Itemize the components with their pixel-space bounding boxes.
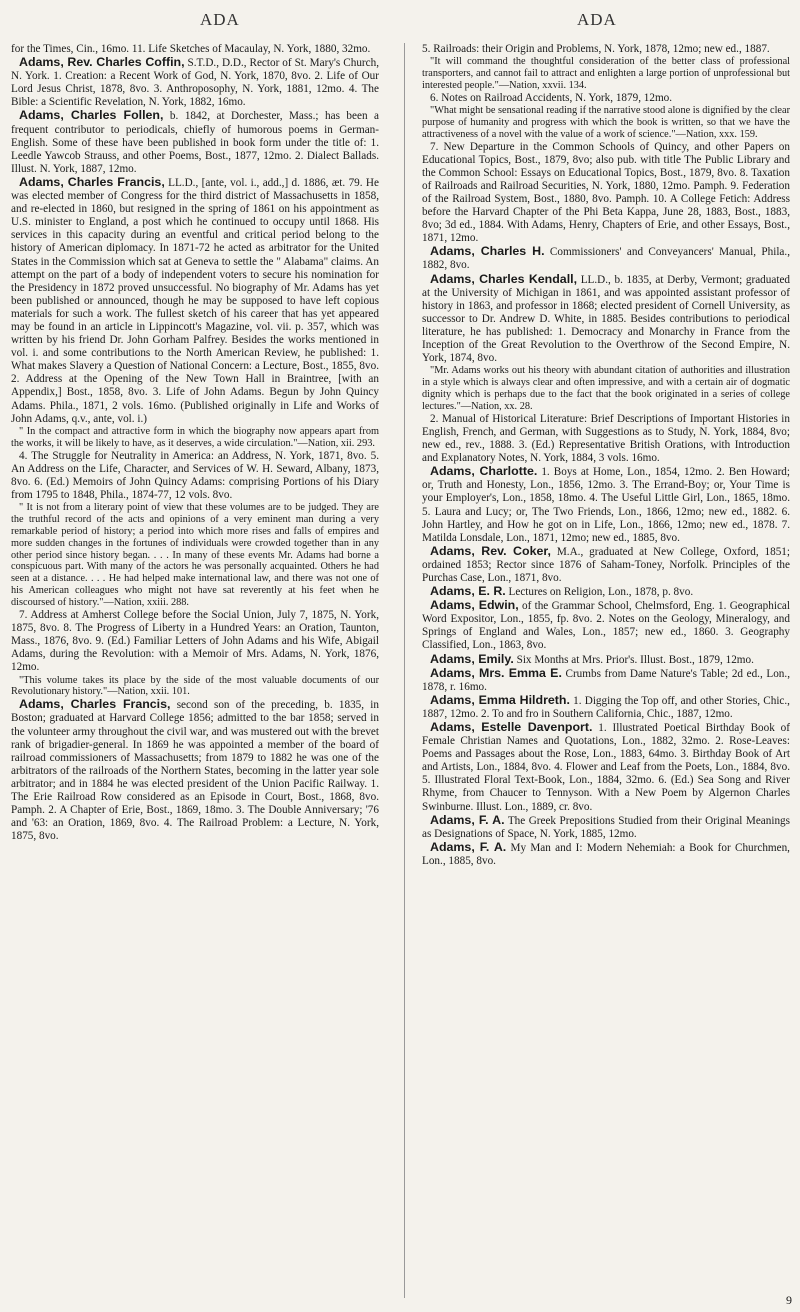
entry-text: Lectures on Religion, Lon., 1878, p. 8vo.	[505, 586, 694, 599]
column-divider	[404, 43, 405, 1298]
works-paragraph: 6. Notes on Railroad Accidents, N. York, 1879, 12mo.	[430, 91, 673, 104]
review-quote: "Mr. Adams works out his theory with abundant citation of authorities and illustration in a style which is always clear and often impressive, and with a certain air of dogmatic dignity which is perhaps due to the fact that the book originated in a series of college lectures."—Nation, xx. 28.	[422, 365, 790, 412]
review-quote: " In the compact and attractive form in which the biography now appears apart from the works, it will be likely to have, as it deserves, a wide circulation."—Nation, xii. 293.	[11, 425, 379, 449]
entry-name: Adams, Mrs. Emma E.	[430, 665, 562, 680]
works-paragraph: 7. Address at Amherst College before the Social Union, July 7, 1875, N. York, 1875, 8vo. 8. The Progress of Liberty in a Hundred Years: an Oration, Taunton, Mass., 1876, 8vo. 9. (Ed.) Familiar Letters of John Adams and his Wife, Abigail Adams, during the Revolution: with a Memoir of Mrs. Adams, N. York, 1876, 12mo.	[11, 609, 379, 674]
entry-text: of the Grammar School, Chelmsford, Eng. 1. Geographical Word Expositor, Lon., 1855, fp. 8vo. 2. Notes on the Geology, Mineralogy, and Springs of England and Wales, Lon., 1857; new ed., 1860. 3. Geography Classified, Lon., 1863, 8vo.	[422, 600, 790, 652]
entry-name: Adams, Charles Francis,	[19, 174, 165, 189]
works-paragraph: 7. New Departure in the Common Schools of Quincy, and other Papers on Educational Topics, Bost., 1879, 8vo; also pub. with title The Public Library and the Common School: Essays on Educational Topics, Bost., 1879, 8vo. 8. Taxation of Railroads and Railroad Securities, N. York, 1880, 12mo. Pamph. 9. Federation of the Railroad System, Bost., 1880, 8vo. Pamph. 10. A College Fetich: Address before the Harvard Chapter of the Phi Beta Kappa, June 28, 1883, Bost., 1883, 8vo; 3d ed., 1884. With Adams, Henry, Chapters of Erie, and other Essays, Bost., 1871, 12mo.	[422, 140, 790, 245]
entry-text: 1. Illustrated Poetical Birthday Book of Female Christian Names and Quotations, Lon., 1882, 32mo. 2. Rose-Leaves: Poems and Passages about the Rose, Lon., 1883, 64mo. 3. Birthday Book of Art and Artists, Lon., 1884, 8vo. 4. Flower and Leaf from the Poets, Lon., 1884, 8vo. 5. Illustrated Floral Text-Book, Lon., 1884, 32mo. 6. (Ed.) Sea Song and River Rhyme, from Chaucer to Tennyson. With a New Poem by Algernon Charles Swinburne. Illust. Lon., 1889, cr. 8vo.	[422, 722, 790, 813]
review-quote: "It will command the thoughtful consideration of the better class of professional transporters, and cannot fail to attract and enlighten a large portion of unprofessional but interested people."—Nation, xxvii. 134.	[422, 56, 790, 91]
entry-text: M.A., graduated at New College, Oxford, 1851; ordained 1853; Rector since 1876 of Saham-Toney, Norfolk. Principles of the Purchas Case, Lon., 1871, 8vo.	[422, 545, 790, 584]
entry-text: b. 1842, at Dorchester, Mass.; has been a frequent contributor to periodicals, chiefly of humorous poems in German-English. Some of these have been published in book form under the title of: 1. Leedle Yawcob Strauss, and other Poems, Bost., 1877, 12mo. 2. Dialect Ballads. Illust. N. York, 1887, 12mo.	[11, 110, 379, 175]
entry-name: Adams, Charles H.	[430, 244, 545, 259]
entry-paragraph	[11, 109, 379, 175]
header-left: ADA	[200, 10, 240, 29]
page-number: 9	[786, 1293, 792, 1307]
entry-text: Six Months at Mrs. Prior's. Illust. Bost., 1879, 12mo.	[513, 653, 754, 666]
entry-name: Adams, Emma Hildreth.	[430, 692, 570, 707]
entry-paragraph	[422, 721, 790, 814]
entry-name: Adams, E. R.	[430, 584, 506, 599]
entry-paragraph	[422, 545, 790, 585]
review-quote: "This volume takes its place by the side of the most valuable documents of our Revolutionary history."—Nation, xxii. 101.	[11, 674, 379, 698]
entry-text: 1. Digging the Top off, and other Stories, Chic., 1887, 12mo. 2. To and fro in Southern California, Chic., 1887, 12mo.	[422, 694, 790, 720]
review-quote: "What might be sensational reading if the narrative stood alone is dignified by the clear purpose of humanity and progress with which the book is written, so that we have the attractiveness of a novel with the value of a work of science."—Nation, xxx. 159.	[422, 104, 790, 140]
works-paragraph: 2. Manual of Historical Literature: Brief Descriptions of Important Histories in English, French, and German, with Suggestions as to Study, N. York, 1884, 8vo; new ed., rev., 1888. 3. (Ed.) Representative British Orations, with Introduction and Explanatory Notes, N. York, 1884, 3 vols. 16mo.	[422, 412, 790, 465]
entry-name: Adams, Edwin,	[430, 598, 519, 613]
entry-paragraph	[422, 653, 790, 667]
header-right: ADA	[577, 10, 617, 29]
entry-name: Adams, F. A.	[430, 812, 505, 827]
entry-name: Adams, Charlotte.	[430, 464, 538, 479]
left-column	[11, 43, 379, 1305]
entry-text: Crumbs from Dame Nature's Table; 2d ed., Lon., 1878, r. 16mo.	[422, 667, 790, 693]
entry-paragraph	[11, 56, 379, 109]
entry-name: Adams, Rev. Coker,	[430, 543, 551, 558]
entry-name: Adams, Emily.	[430, 651, 514, 666]
entry-name: Adams, Estelle Davenport.	[430, 720, 593, 734]
entry-paragraph	[11, 698, 379, 843]
continued-text: 5. Railroads: their Origin and Problems, N. York, 1878, 12mo; new ed., 1887.	[422, 43, 770, 55]
continued-text: for the Times, Cin., 16mo. 11. Life Sketches of Macaulay, N. York, 1880, 32mo.	[11, 43, 371, 55]
entry-name: Adams, Charles Kendall,	[430, 271, 578, 286]
works-paragraph: 4. The Struggle for Neutrality in America: an Address, N. York, 1871, 8vo. 5. An Address on the Life, Character, and Services of W. H. Seward, Albany, 1873, 8vo. 6. (Ed.) Memoirs of John Quincy Adams: comprising Portions of his Diary from 1795 to 1848, Phila., 1874-77, 12 vols. 8vo.	[11, 449, 379, 501]
entry-text: The Greek Prepositions Studied from their Original Meanings as Designations of Space, N. York, 1885, 12mo.	[422, 814, 790, 840]
entry-paragraph	[422, 273, 790, 366]
entry-name: Adams, F. A.	[430, 839, 507, 854]
entry-text: LL.D., b. 1835, at Derby, Vermont; graduated at the University of Michigan in 1861, and was appointed assistant professor of history in 1863, and professor in 1868; elected president of Cornell University, as successor to Dr. Andrew D. White, in 1885. Besides contributions to periodical literature, he has published: 1. Democracy and Monarchy in France from the Inception of the Great Revolution to the Overthrow of the Second Empire, N. York, 1874, 8vo.	[422, 273, 790, 365]
review-quote: " It is not from a literary point of view that these volumes are to be judged. They are the truthful record of the acts and opinions of a very eminent man during a very remarkable period of history; a period into which more rises and falls of empires and more sudden changes in the fortunes of individuals were crowded together than in any other period since history began. . . . In many of these events Mr. Adams had borne a conspicuous part. With many of the actors he was personally acquainted. Others he had seen at a distance. . . . He had helped make international law, and there was not one of his American colleagues who might not have sat reverently at his feet when he discoursed of history."—Nation, xxiii. 288.	[11, 501, 379, 609]
entry-paragraph	[422, 465, 790, 545]
entry-paragraph	[422, 585, 790, 599]
entry-paragraph	[422, 814, 790, 841]
entry-name: Adams, Rev. Charles Coffin,	[19, 55, 185, 70]
running-header	[0, 10, 800, 32]
entry-paragraph	[422, 599, 790, 652]
entry-name: Adams, Charles Francis,	[19, 697, 171, 712]
entry-text: My Man and I: Modern Nehemiah: a Book for Churchmen, Lon., 1885, 8vo.	[422, 841, 790, 867]
entry-name: Adams, Charles Follen,	[19, 108, 164, 123]
entry-text: 1. Boys at Home, Lon., 1854, 12mo. 2. Ben Howard; or, Truth and Honesty, Lon., 1856, 12mo. 3. The Errand-Boy; or, Your Time is your Employer's, Lon., 1858, 18mo. 4. The Useful Little Girl, Lon., 1865, 18mo. 5. Laura and Lucy; or, The Two Friends, Lon., 1866, 12mo; new ed., 1882. 6. John Hartley, and How he got on in Life, Lon., 1866, 12mo; new ed., 1878. 7. Matilda Lonsdale, Lon., 1871, 12mo; new ed., 1885, 8vo.	[422, 466, 790, 544]
entry-paragraph	[422, 245, 790, 272]
entry-paragraph	[422, 667, 790, 694]
entry-paragraph	[422, 841, 790, 868]
entry-text: second son of the preceding, b. 1835, in Boston; graduated at Harvard College 1856; admitted to the bar 1858; served in the volunteer army throughout the civil war, and was mustered out with the brevet rank of brigadier-general. In 1869 he was appointed a member of the board of railroad commissioners of Massachusetts; from 1879 to 1882 he was one of the arbitrators of the railroads of the Northern States, becoming in the latter year sole arbitrator; and in 1884 he was elected president of the Union Pacific Railway. 1. The Erie Railroad Row considered as an Episode in Court, Bost., 1868, 8vo. Pamph. 2. A Chapter of Erie, Bost., 1869, 18mo. 3. The Double Anniversary; '76 and '63: an Oration, 1869, 8vo. 4. The Railroad Problem: a Lecture, N. York, 1875, 8vo.	[11, 699, 379, 843]
entry-text: LL.D., [ante, vol. i., add.,] d. 1886, æt. 79. He was elected member of Congress for the third district of Massachusetts in 1858, and re-elected in 1860, but resigned in the spring of 1861 on his appointment as U.S. minister to England, a post which he continued to occupy until 1868. His services in this capacity during an eventful and critical period belong to the history of American diplomacy. In 1871-72 he acted as arbitrator for the United States in the Commission which sat at Geneva to settle the " Alabama" claims. An attempt on the part of a body of independent voters to secure his nomination for the Presidency in 1872 proved unsuccessful. No biography of Mr. Adams has yet been published or announced, though he may be supposed to have left copious materials for such a work. The fullest sketch of his career that has yet appeared may be found in an article in Lippincott's Magazine, vol. vii. p. 357, which was written by his friend Dr. John Gorham Palfrey. Besides the works mentioned in vol. i. and some contributions to the North American Review, he published: 1. What makes Slavery a Question of National Concern: a Lecture, Bost., 1855, 8vo. 2. Address at the Opening of the New Town Hall in Braintree, [with an Appendix,] Bost., 1858, 8vo. 3. Life of John Adams. Begun by John Quincy Adams. Phila., 1871, 2 vols. 16mo. (Published originally in Life and Works of John Adams, q.v., ante, vol. i.)	[11, 176, 379, 425]
right-column	[422, 43, 790, 1305]
entry-text: Commissioners' and Conveyancers' Manual, Phila., 1882, 8vo.	[422, 246, 790, 272]
entry-paragraph	[422, 694, 790, 721]
entry-paragraph	[11, 176, 379, 426]
entry-text: S.T.D., D.D., Rector of St. Mary's Church, N. York. 1. Creation: a Recent Work of God, N. York, 1870, 8vo. 2. Life of Our Lord Jesus Christ, 1878, 8vo. 3. Anthroposophy, N. York, 1881, 12mo. 4. The Bible: a Scientific Revelation, N. York, 1882, 16mo.	[11, 57, 379, 109]
